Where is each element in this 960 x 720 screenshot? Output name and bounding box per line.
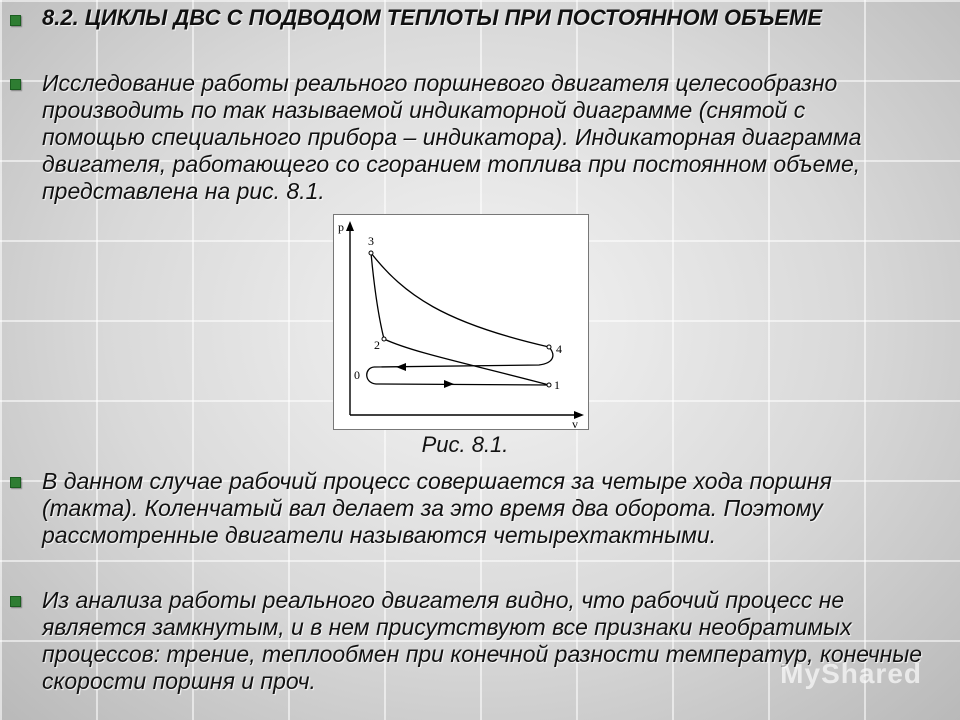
expansion-curve <box>371 253 549 347</box>
point-label-2: 2 <box>374 338 380 352</box>
bullet-icon <box>10 596 21 607</box>
bullet-icon <box>10 477 21 488</box>
indicator-diagram <box>333 214 589 430</box>
exhaust-line <box>374 347 553 367</box>
point-3-marker <box>369 251 373 255</box>
axis-label-p: p <box>338 220 344 234</box>
intake-line <box>367 367 549 385</box>
compression-curve <box>384 339 549 385</box>
bullet-item-1 <box>10 70 910 205</box>
point-4-marker <box>547 345 551 349</box>
figure-caption: Рис. 8.1. <box>421 432 509 457</box>
diagram-svg <box>334 215 588 429</box>
bullet-item-2 <box>10 468 920 549</box>
exhaust-arrow <box>396 363 406 371</box>
paragraph-1: Исследование работы реального поршневого двигателя целесообразно производить по так называемой индикаторной диаграмме (снятой с помощью специального прибора – индикатора). Индикаторная диаграмма двигателя, работающего со сгоранием топлива при постоянном объеме, представлена на рис. 8.1. <box>42 70 862 204</box>
axis-label-v: v <box>572 417 578 429</box>
point-label-1: 1 <box>554 378 560 392</box>
bullet-icon <box>10 79 21 90</box>
point-1-marker <box>547 383 551 387</box>
intake-arrow <box>444 380 454 388</box>
p-axis-arrow <box>346 221 354 231</box>
bullet-icon <box>10 15 21 26</box>
paragraph-3: Из анализа работы реального двигателя видно, что рабочий процесс не является замкнутым, и в нем присутствуют все признаки необратимых процессов: трение, теплообмен при конечной разности температур, конечные скорости поршня и проч. <box>42 587 923 694</box>
slide-heading: 8.2. ЦИКЛЫ ДВС С ПОДВОДОМ ТЕПЛОТЫ ПРИ ПОСТОЯННОМ ОБЪЕМЕ <box>42 5 823 30</box>
paragraph-2: В данном случае рабочий процесс совершается за четыре хода поршня (такта). Коленчатый вал делает за это время два оборота. Поэтому рассмотренные двигатели называются четырехтактными. <box>42 468 832 548</box>
watermark: MyShared <box>780 658 922 689</box>
heading-item <box>10 6 890 30</box>
point-label-3: 3 <box>368 234 374 248</box>
point-2-marker <box>382 337 386 341</box>
point-label-4: 4 <box>556 342 562 356</box>
point-label-0: 0 <box>354 368 360 382</box>
